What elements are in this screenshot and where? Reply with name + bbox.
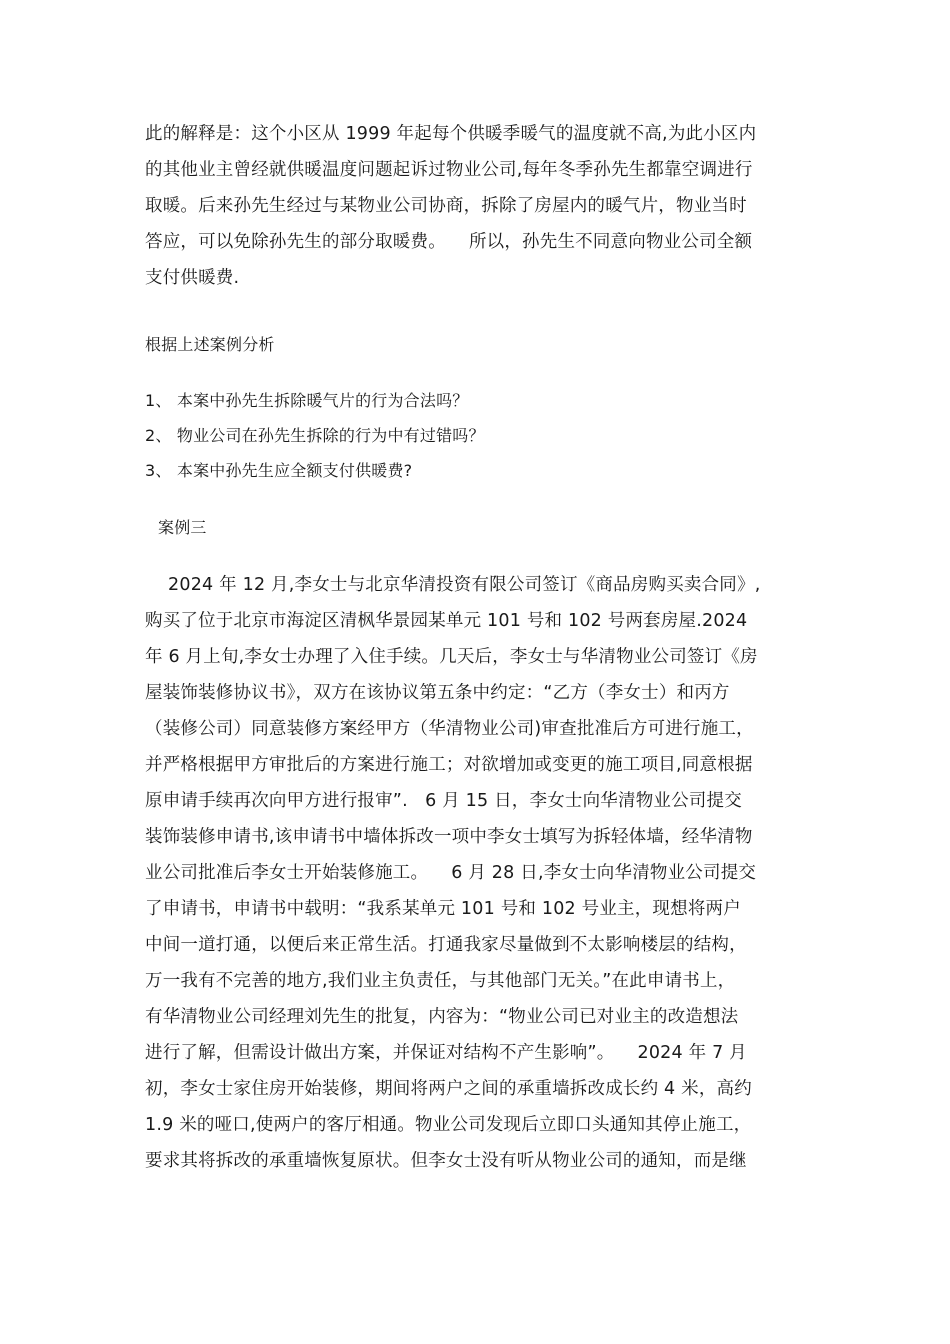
paragraph-line: 要求其将拆改的承重墙恢复原状。但李女士没有听从物业公司的通知，而是继 [145,1151,747,1171]
paragraph-line: 屋装饰装修协议书》，双方在该协议第五条中约定：“乙方（李女士）和丙方 [145,683,730,703]
paragraph-line: 1.9 米的哑口,使两户的客厅相通。物业公司发现后立即口头通知其停止施工， [145,1115,752,1135]
paragraph-line: 了申请书，申请书中载明：“我系某单元 101 号和 102 号业主，现想将两户 [145,899,741,919]
paragraph-line: 并严格根据甲方审批后的方案进行施工；对欲增加或变更的施工项目,同意根据 [145,755,753,775]
paragraph-line: 的其他业主曾经就供暖温度问题起诉过物业公司,每年冬季孙先生都靠空调进行 [145,160,753,180]
paragraph-line: 业公司批准后李女士开始装修施工。 6 月 28 日,李女士向华清物业公司提交 [145,863,757,883]
question-item: 3、 本案中孙先生应全额支付供暖费? [145,461,413,480]
case-title: 案例三 [158,518,207,537]
question-item: 1、 本案中孙先生拆除暖气片的行为合法吗？ [145,391,469,410]
analysis-heading: 根据上述案例分析 [145,335,275,354]
paragraph-line: 中间一道打通，以便后来正常生活。打通我家尽量做到不太影响楼层的结构， [145,935,747,955]
paragraph-line: 2024 年 12 月,李女士与北京华清投资有限公司签订《商品房购买卖合同》, [145,575,761,595]
paragraph-line: 年 6 月上旬,李女士办理了入住手续。几天后，李女士与华清物业公司签订《房 [145,647,758,667]
paragraph-line: （装修公司）同意装修方案经甲方（华清物业公司)审查批准后方可进行施工， [145,719,754,739]
paragraph-line: 取暖。后来孙先生经过与某物业公司协商，拆除了房屋内的暖气片，物业当时 [145,196,747,216]
paragraph-line: 有华清物业公司经理刘先生的批复，内容为：“物业公司已对业主的改造想法 [145,1007,739,1027]
paragraph-line: 进行了解，但需设计做出方案，并保证对结构不产生影响”。 2024 年 7 月 [145,1043,747,1063]
paragraph-line: 答应，可以免除孙先生的部分取暖费。 所以，孙先生不同意向物业公司全额 [145,232,753,252]
paragraph-line: 装饰装修申请书,该申请书中墙体拆改一项中李女士填写为拆轻体墙，经华清物 [145,827,753,847]
paragraph-line: 万一我有不完善的地方,我们业主负责任，与其他部门无关。”在此申请书上， [145,971,736,991]
question-item: 2、 物业公司在孙先生拆除的行为中有过错吗？ [145,426,485,445]
paragraph-line: 此的解释是：这个小区从 1999 年起每个供暖季暖气的温度就不高,为此小区内 [145,124,757,144]
paragraph-line: 购买了位于北京市海淀区清枫华景园某单元 101 号和 102 号两套房屋.2024 [145,611,748,631]
paragraph-line: 支付供暖费. [145,268,240,288]
paragraph-line: 原申请手续再次向甲方进行报审”. 6 月 15 日，李女士向华清物业公司提交 [145,791,742,811]
paragraph-line: 初，李女士家住房开始装修，期间将两户之间的承重墙拆改成长约 4 米，高约 [145,1079,752,1099]
